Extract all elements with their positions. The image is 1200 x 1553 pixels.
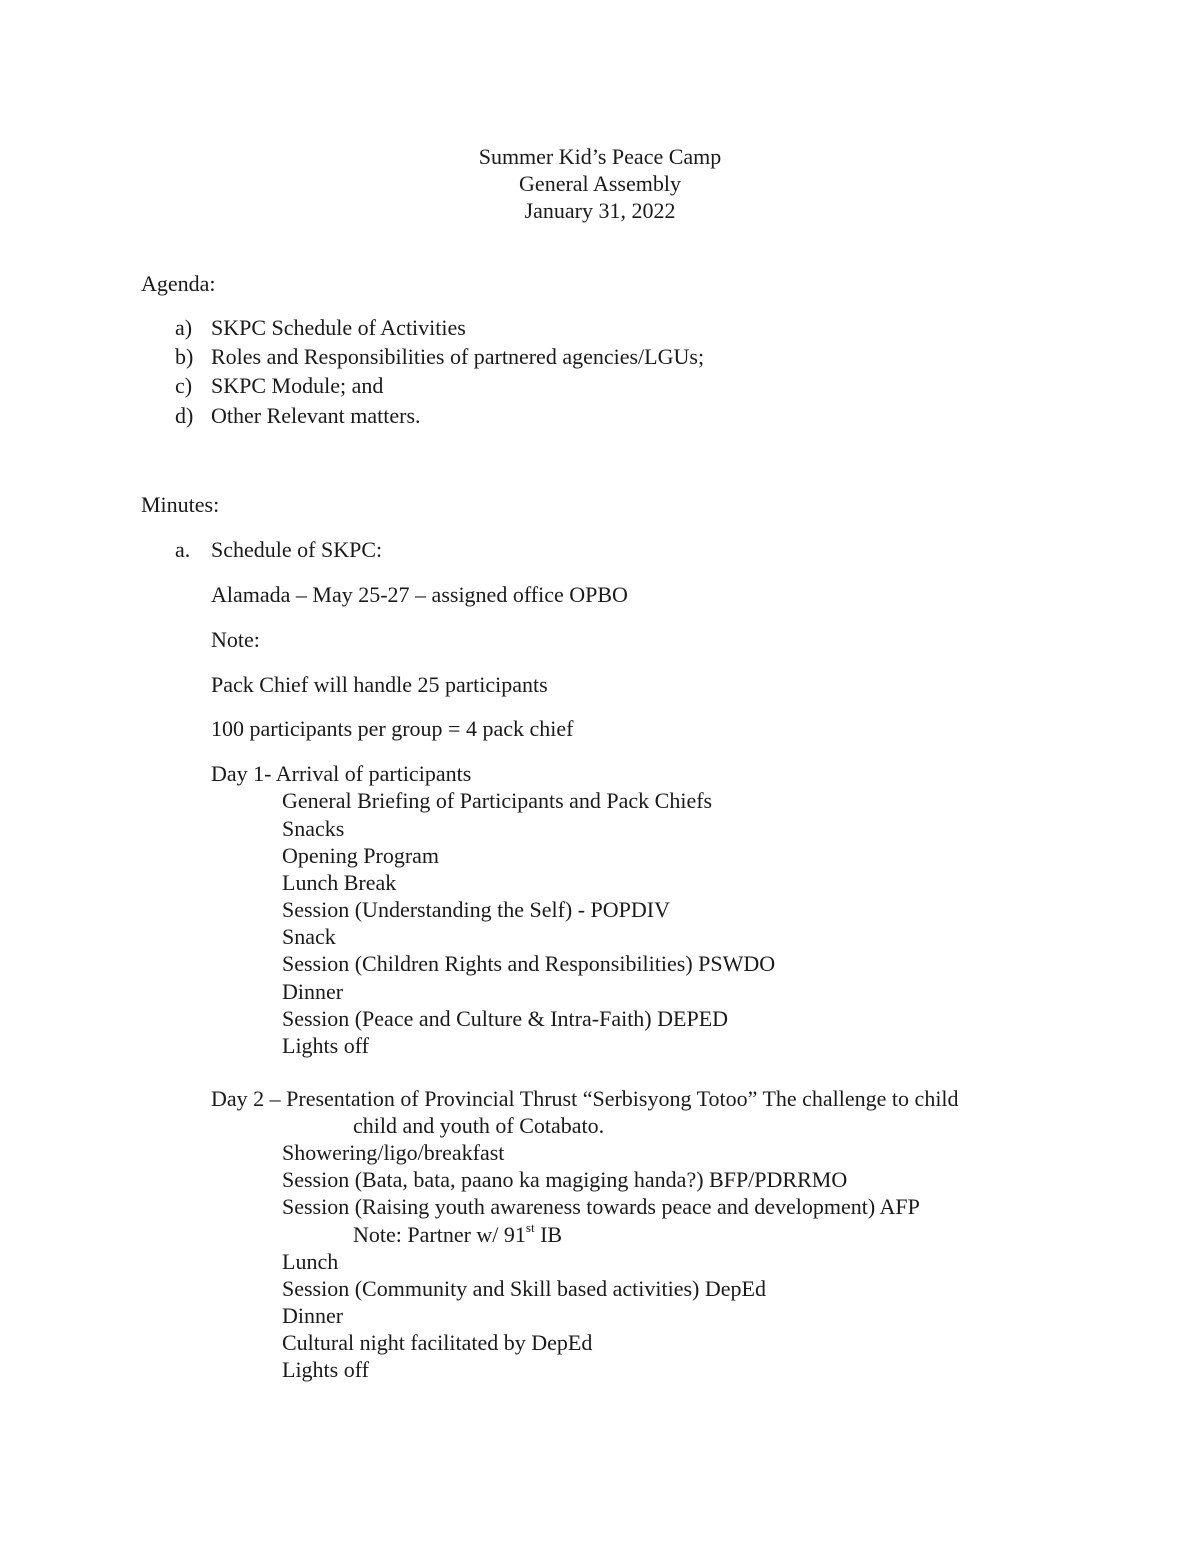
- agenda-marker: d): [175, 403, 194, 428]
- agenda-heading: Agenda:: [141, 271, 216, 296]
- ordinal-superscript: st: [525, 1219, 535, 1235]
- day2-activity: Showering/ligo/breakfast: [282, 1140, 505, 1165]
- document-date: January 31, 2022: [524, 198, 676, 223]
- agenda-marker: c): [175, 373, 193, 398]
- minutes-item-marker: a.: [175, 537, 191, 562]
- day2-activity: Cultural night facilitated by DepEd: [282, 1330, 593, 1355]
- day1-activity: Opening Program: [282, 843, 440, 868]
- participants-line: 100 participants per group = 4 pack chief: [211, 716, 574, 741]
- day1-activity: Session (Understanding the Self) - POPDIV: [282, 897, 671, 922]
- agenda-item: Other Relevant matters.: [211, 403, 421, 428]
- agenda-marker: b): [175, 344, 194, 369]
- day1-lead: Day 1- Arrival of participants: [211, 761, 472, 786]
- agenda-item: SKPC Schedule of Activities: [211, 315, 466, 340]
- agenda-item: SKPC Module; and: [211, 373, 384, 398]
- day2-activity: Session (Raising youth awareness towards peace and development) AFP: [282, 1194, 920, 1219]
- day2-activity: Session (Community and Skill based activities) DepEd: [282, 1276, 766, 1301]
- day1-activity: Snack: [282, 924, 336, 949]
- document-title: Summer Kid’s Peace Camp: [478, 144, 722, 169]
- day1-activity: Session (Children Rights and Responsibilities) PSWDO: [282, 951, 776, 976]
- location-line: Alamada – May 25-27 – assigned office OPBO: [211, 582, 628, 607]
- note-label: Note:: [211, 627, 260, 652]
- day1-activity: Lights off: [282, 1033, 369, 1058]
- day2-activity: Lights off: [282, 1357, 369, 1382]
- day2-lead: Day 2 – Presentation of Provincial Thrust “Serbisyong Totoo” The challenge to child: [211, 1086, 959, 1111]
- agenda-marker: a): [175, 315, 193, 340]
- day1-activity: Lunch Break: [282, 870, 397, 895]
- day1-activity: Dinner: [282, 979, 344, 1004]
- day1-activity: General Briefing of Participants and Pack Chiefs: [282, 788, 713, 813]
- day2-partner-note: [353, 1221, 562, 1248]
- minutes-item-title: Schedule of SKPC:: [211, 537, 383, 562]
- pack-chief-line: Pack Chief will handle 25 participants: [211, 672, 548, 697]
- agenda-item: Roles and Responsibilities of partnered agencies/LGUs;: [211, 344, 705, 369]
- day1-activity: Snacks: [282, 816, 345, 841]
- day2-lead-continuation: child and youth of Cotabato.: [353, 1113, 605, 1138]
- day2-activity: Lunch: [282, 1249, 339, 1274]
- partner-note-unit: IB: [534, 1222, 563, 1247]
- document-subtitle: General Assembly: [519, 171, 681, 196]
- minutes-heading: Minutes:: [141, 492, 220, 517]
- day1-activity: Session (Peace and Culture & Intra-Faith) DEPED: [282, 1006, 729, 1031]
- day2-activity: Session (Bata, bata, paano ka magiging handa?) BFP/PDRRMO: [282, 1167, 848, 1192]
- partner-note-text: Note: Partner w/ 91: [353, 1222, 526, 1247]
- day2-activity: Dinner: [282, 1303, 344, 1328]
